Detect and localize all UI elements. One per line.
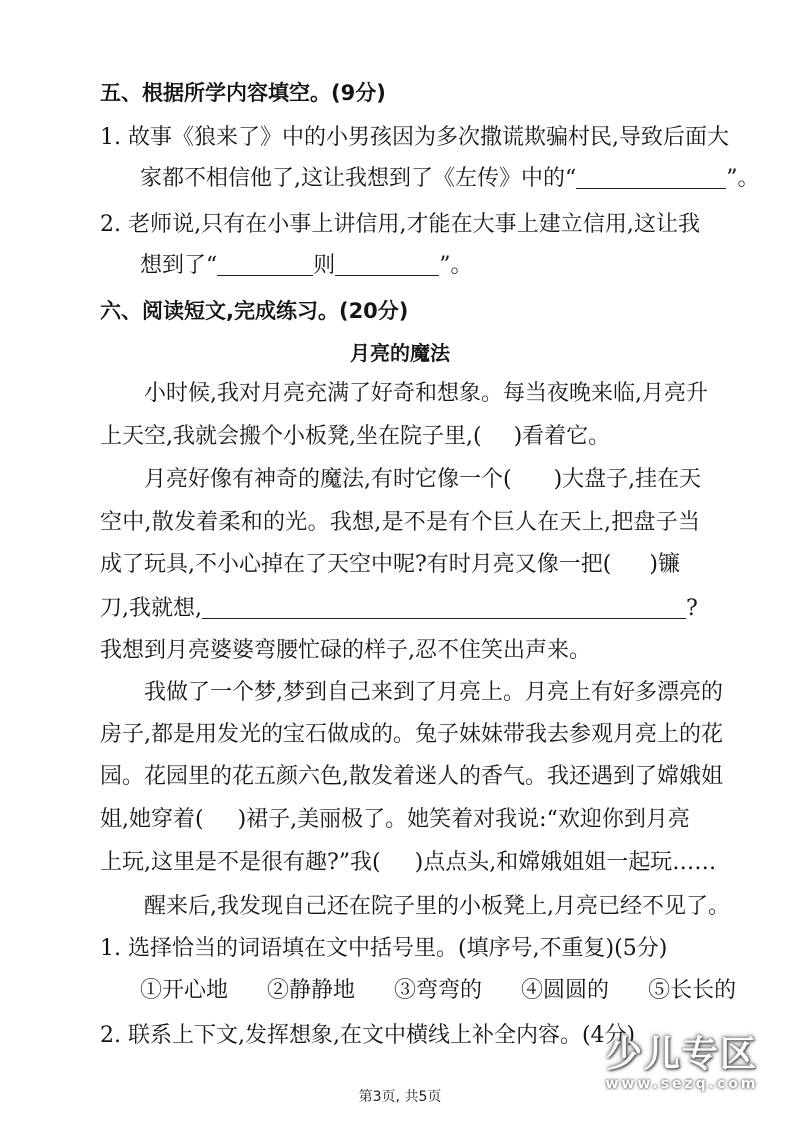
passage-p1-line1: 小时候,我对月亮充满了好奇和想象。每当夜晚来临,月亮升 — [144, 381, 708, 406]
answer-blank-2[interactable] — [217, 253, 313, 276]
passage-p2-line1 — [144, 465, 700, 495]
section5-q1-line1: 1. 故事《狼来了》中的小男孩因为多次撒谎欺骗村民,导致后面大 — [100, 125, 729, 150]
passage-p2-line2: 空中,散发着柔和的光。我想,是不是有个巨人在天上,把盘子当 — [100, 510, 700, 535]
passage-text: 刀,我就想, — [100, 596, 202, 621]
section5-q2-suffix: ”。 — [439, 253, 473, 278]
answer-blank-4[interactable] — [202, 596, 686, 619]
section5-q2-line1: 2. 老师说,只有在小事上讲信用,才能在大事上建立信用,这让我 — [100, 212, 700, 237]
section6-heading: 六、阅读短文,完成练习。(20分) — [100, 299, 409, 323]
watermark-title: 少儿专区 — [605, 1034, 758, 1075]
passage-text: ? — [686, 596, 698, 621]
word-options — [140, 976, 737, 1006]
section5-q2-line2 — [140, 251, 700, 281]
section6-q2-text: 2. 联系上下文,发挥想象,在文中横线上补全内容。(4分) — [100, 1023, 636, 1048]
section5-q2-middle: 则 — [313, 253, 336, 278]
section5-q2-prefix: 想到了“ — [140, 253, 218, 278]
passage-title: 月亮的魔法 — [350, 341, 450, 365]
passage-p3-line4 — [100, 805, 700, 835]
section5-q1-suffix: ”。 — [726, 166, 760, 191]
page-footer: 第3页, 共5页 — [358, 1089, 442, 1105]
passage-p3-line1: 我做了一个梦,梦到自己来到了月亮上。月亮上有好多漂亮的 — [144, 680, 723, 705]
option-5: ⑤长长的 — [648, 978, 737, 1003]
passage-p1-line2 — [100, 422, 700, 452]
passage-text: )裙子,美丽极了。她笑着对我说:“欢迎你到月亮 — [237, 807, 690, 832]
answer-blank-1[interactable] — [576, 166, 726, 189]
passage-text: 上天空,我就会搬个小板凳,坐在院子里,( — [100, 424, 482, 449]
passage-text: 姐,她穿着( — [100, 807, 204, 832]
passage-p3-line5 — [100, 848, 717, 878]
option-2: ②静静地 — [267, 978, 356, 1003]
section5-q1-prefix: 家都不相信他了,这让我想到了《左传》中的“ — [140, 166, 577, 191]
section5-heading: 五、根据所学内容填空。(9分) — [100, 81, 386, 105]
passage-p4: 醒来后,我发现自己还在院子里的小板凳上,月亮已经不见了。 — [144, 894, 730, 919]
passage-text: )点点头,和嫦娥姐姐一起玩…… — [414, 850, 717, 875]
passage-text: 月亮好像有神奇的魔法,有时它像一个( — [144, 467, 512, 492]
passage-p3-line2: 房子,都是用发光的宝石做成的。兔子妹妹带我去参观月亮上的花 — [100, 722, 723, 747]
passage-text: )大盘子,挂在天 — [553, 467, 702, 492]
passage-p3-line3: 园。花园里的花五颜六色,散发着迷人的香气。我还遇到了嫦娥姐 — [100, 764, 723, 789]
watermark — [592, 1034, 772, 1092]
option-4: ④圆圆的 — [521, 978, 610, 1003]
passage-p2-line3 — [100, 550, 700, 580]
section5-q1-line2 — [140, 164, 760, 194]
answer-blank-3[interactable] — [335, 253, 439, 276]
passage-text: 上玩,这里是不是很有趣?”我( — [100, 850, 381, 875]
section6-q1-text: 1. 选择恰当的词语填在文中括号里。(填序号,不重复)(5分) — [100, 936, 668, 961]
passage-p2-line5: 我想到月亮婆婆弯腰忙碌的样子,忍不住笑出声来。 — [100, 638, 591, 663]
option-3: ③弯弯的 — [394, 978, 483, 1003]
passage-p2-line4 — [100, 594, 700, 624]
watermark-url: www.sezq.com — [605, 1076, 759, 1092]
option-1: ①开心地 — [140, 978, 229, 1003]
passage-text: )镰 — [649, 552, 680, 577]
passage-text: )看着它。 — [513, 424, 611, 449]
passage-text: 成了玩具,不小心掉在了天空中呢?有时月亮又像一把( — [100, 552, 612, 577]
